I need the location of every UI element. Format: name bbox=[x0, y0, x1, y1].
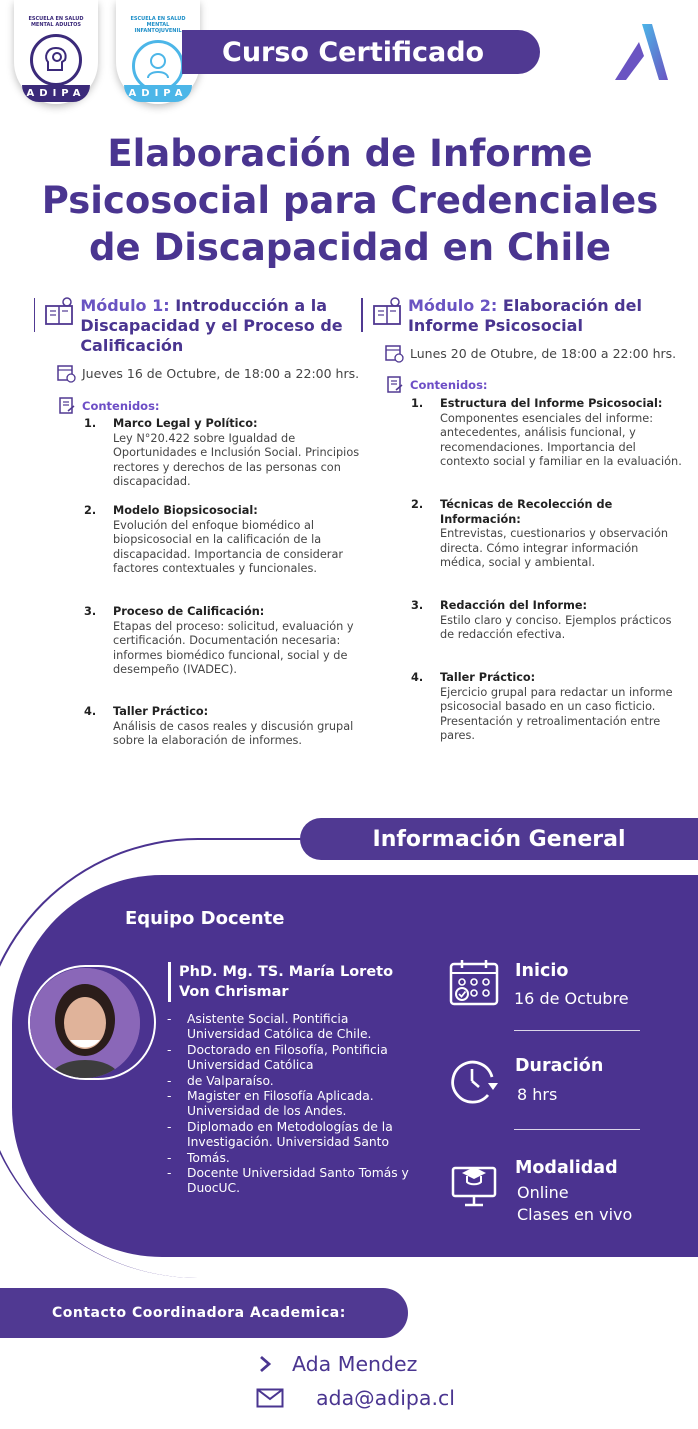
credential-item: - Doctorado en Filosofía, Pontificia Universidad Católica bbox=[167, 1043, 417, 1074]
module-2-contents-heading bbox=[386, 375, 488, 394]
module-1-topic-3 bbox=[84, 605, 364, 678]
topic-number: 1. bbox=[84, 417, 97, 430]
chevron-right-icon bbox=[258, 1355, 272, 1373]
module-2-topic-4 bbox=[411, 671, 686, 744]
module-2-header bbox=[361, 296, 681, 336]
credential-item: - Magister en Filosofía Aplicada. Universidad de los Andes. bbox=[167, 1089, 417, 1120]
topic-number: 3. bbox=[411, 599, 424, 612]
module-1-schedule bbox=[56, 363, 359, 383]
title-line: Elaboración de Informe bbox=[107, 132, 593, 175]
document-edit-icon bbox=[386, 375, 404, 394]
clock-icon bbox=[448, 1055, 500, 1107]
calendar-clock-icon bbox=[384, 343, 404, 363]
divider bbox=[514, 1129, 640, 1130]
module-bar bbox=[34, 298, 35, 332]
module-1-topic-2 bbox=[84, 504, 364, 577]
contact-email-link[interactable]: ada@adipa.cl bbox=[316, 1386, 455, 1410]
badge-adults-text: ESCUELA EN SALUD MENTAL ADULTOS bbox=[28, 16, 84, 28]
teacher-avatar bbox=[30, 968, 140, 1078]
mode-value-live: Clases en vivo bbox=[517, 1205, 633, 1224]
teaching-team-label: Equipo Docente bbox=[125, 908, 285, 929]
module-2-schedule bbox=[384, 343, 676, 363]
adults-school-badge bbox=[14, 0, 98, 104]
badge-kids-text: ESCUELA EN SALUD MENTAL INFANTOJUVENIL bbox=[130, 16, 186, 34]
topic-text: Estilo claro y conciso. Ejemplos prácticos de redacción efectiva. bbox=[440, 613, 672, 641]
course-title bbox=[20, 130, 680, 271]
calendar-check-icon bbox=[448, 957, 500, 1009]
course-certificate-label: Curso Certificado bbox=[222, 36, 485, 68]
topic-text: Ley N°20.422 sobre Igualdad de Oportunidades e Inclusión Social. Principios rectores y derechos de las personas con discapacidad. bbox=[113, 431, 360, 488]
contact-name-row bbox=[258, 1352, 417, 1376]
topic-number: 4. bbox=[84, 705, 97, 718]
mail-icon bbox=[256, 1388, 284, 1408]
duration-label: Duración bbox=[515, 1056, 604, 1076]
module-1-header bbox=[34, 296, 354, 356]
duration-value: 8 hrs bbox=[517, 1085, 558, 1104]
topic-text: Componentes esenciales del informe: antecedentes, análisis funcional, y recomendaciones. Importancia del contexto social y familiar en la evaluación. bbox=[440, 411, 682, 468]
topic-text: Evolución del enfoque biomédico al biopsicosocial en la calificación de la discapacidad. Importancia de considerar factores contextuales y funcionales. bbox=[113, 518, 344, 575]
module-1-title bbox=[80, 296, 354, 356]
topic-title: Técnicas de Recolección de Información: bbox=[440, 498, 613, 526]
module-2-topic-1 bbox=[411, 397, 686, 470]
contact-email-row bbox=[256, 1386, 455, 1410]
topic-title: Taller Práctico: bbox=[113, 705, 209, 718]
course-certificate-banner bbox=[182, 30, 540, 74]
topic-number: 4. bbox=[411, 671, 424, 684]
topic-title: Modelo Biopsicosocial: bbox=[113, 504, 258, 517]
teacher-name: PhD. Mg. TS. María Loreto Von Chrismar bbox=[168, 962, 408, 1002]
module-1-title-text: Introducción a la Discapacidad y el Proceso de Calificación bbox=[80, 296, 343, 355]
topic-title: Redacción del Informe: bbox=[440, 599, 588, 612]
topic-number: 2. bbox=[411, 498, 424, 511]
badge-kids-word: ADIPA bbox=[128, 88, 188, 99]
general-info-banner bbox=[300, 818, 698, 860]
contact-banner bbox=[0, 1288, 408, 1338]
module-2-contents-label: Contenidos: bbox=[410, 377, 488, 392]
contact-name: Ada Mendez bbox=[292, 1352, 418, 1376]
topic-text: Ejercicio grupal para redactar un informe psicosocial basado en un caso ficticio. Presentación y retroalimentación entre pares. bbox=[440, 685, 673, 742]
module-2-schedule-text: Lunes 20 de Otubre, de 18:00 a 22:00 hrs. bbox=[410, 345, 677, 361]
credential-item: - Diplomado en Metodologías de la Investigación. Universidad Santo bbox=[167, 1120, 417, 1151]
module-2-topic-2 bbox=[411, 498, 686, 571]
contact-label: Contacto Coordinadora Academica: bbox=[52, 1305, 346, 1321]
general-info-label: Información General bbox=[372, 826, 626, 852]
topic-number: 3. bbox=[84, 605, 97, 618]
mode-label: Modalidad bbox=[515, 1158, 618, 1178]
topic-number: 2. bbox=[84, 504, 97, 517]
topic-text: Entrevistas, cuestionarios y observación directa. Cómo integrar información médica, social y ambiental. bbox=[440, 527, 669, 569]
credential-item: - Tomás. bbox=[167, 1151, 417, 1166]
module-1-contents-heading bbox=[58, 396, 160, 415]
credential-item: - Asistente Social. Pontificia Universidad Católica de Chile. bbox=[167, 1012, 417, 1043]
topic-title: Taller Práctico: bbox=[440, 671, 536, 684]
topic-title: Marco Legal y Político: bbox=[113, 417, 258, 430]
teacher-credentials bbox=[167, 1012, 417, 1197]
topic-text: Análisis de casos reales y discusión grupal sobre la elaboración de informes. bbox=[113, 719, 354, 747]
book-bulb-icon bbox=[43, 296, 77, 328]
adipa-logo-icon bbox=[612, 22, 670, 82]
module-1-number: Módulo 1: bbox=[80, 296, 170, 315]
module-1-contents-label: Contenidos: bbox=[82, 398, 160, 413]
topic-title: Estructura del Informe Psicosocial: bbox=[440, 397, 663, 410]
module-2-topic-3 bbox=[411, 599, 686, 643]
topic-title: Proceso de Calificación: bbox=[113, 605, 265, 618]
head-profile-icon bbox=[30, 34, 82, 86]
badge-adults-word: ADIPA bbox=[26, 88, 86, 99]
book-bulb-icon bbox=[371, 296, 405, 328]
divider bbox=[514, 1030, 640, 1031]
module-2-title-text: Elaboración del Informe Psicosocial bbox=[407, 296, 642, 335]
credential-item: - Docente Universidad Santo Tomás y DuocUC. bbox=[167, 1166, 417, 1197]
topic-number: 1. bbox=[411, 397, 424, 410]
start-value: 16 de Octubre bbox=[514, 989, 629, 1008]
online-graduation-icon bbox=[448, 1158, 500, 1210]
mode-value-online: Online bbox=[517, 1183, 569, 1202]
title-line: de Discapacidad en Chile bbox=[89, 226, 611, 269]
credential-item: - de Valparaíso. bbox=[167, 1074, 417, 1089]
title-line: Psicosocial para Credenciales bbox=[41, 179, 659, 222]
module-2-number: Módulo 2: bbox=[407, 296, 498, 315]
calendar-clock-icon bbox=[56, 363, 76, 383]
module-1-topic-1 bbox=[84, 417, 364, 490]
module-bar bbox=[361, 298, 363, 332]
document-edit-icon bbox=[58, 396, 76, 415]
topic-text: Etapas del proceso: solicitud, evaluación y certificación. Documentación necesaria: informes biomédico funcional, social y de desempeño (IVADEC). bbox=[113, 619, 354, 676]
start-label: Inicio bbox=[515, 961, 569, 981]
module-2-title bbox=[408, 296, 681, 336]
module-1-topic-4 bbox=[84, 705, 364, 749]
module-1-schedule-text: Jueves 16 de Octubre, de 18:00 a 22:00 hrs. bbox=[82, 365, 360, 381]
